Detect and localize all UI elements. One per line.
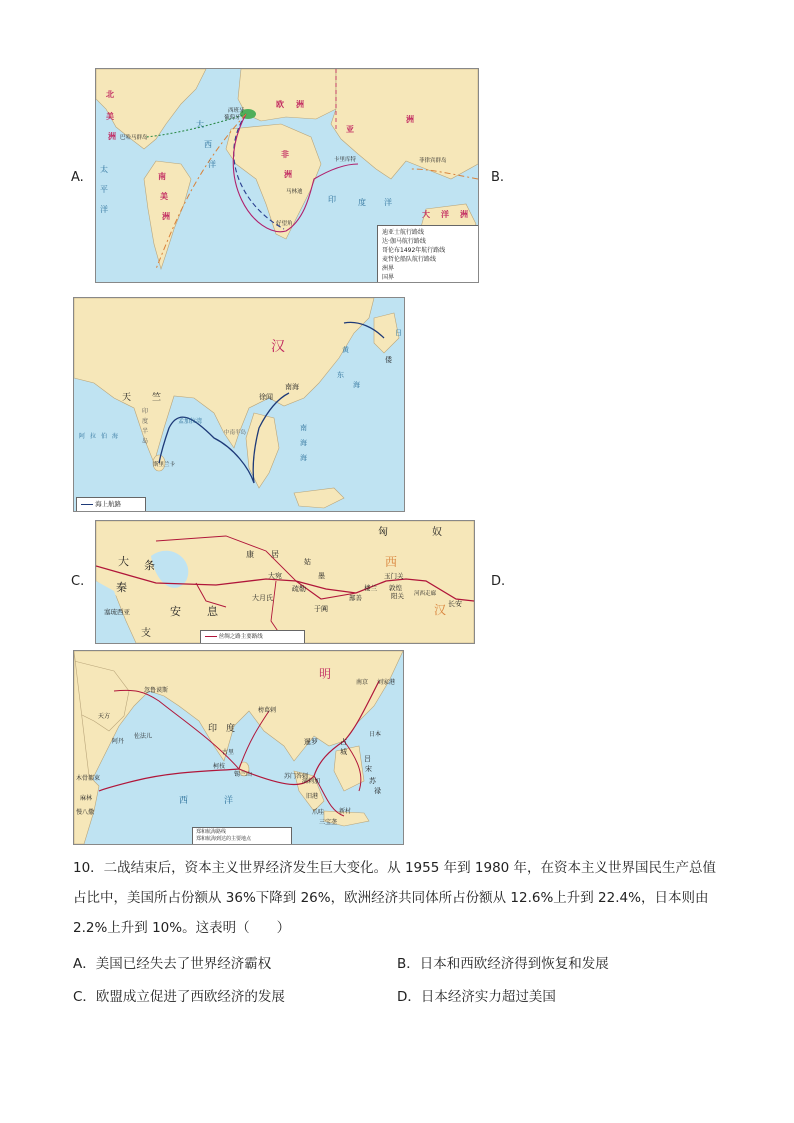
map-d-label: 暹罗	[304, 738, 318, 746]
map-a-label: 西	[204, 140, 212, 149]
map-c-label: 秦	[116, 581, 127, 594]
option-b-label: B.	[491, 170, 505, 185]
map-d-label: 爪哇	[312, 809, 325, 816]
map-b-label: 南	[300, 424, 307, 432]
map-d-label: 西	[179, 796, 189, 806]
map-c-label: 阳关	[391, 592, 404, 600]
map-d-label: 度	[226, 724, 236, 734]
map-c-label: 敦煌	[389, 584, 402, 592]
map-b-label: 阿	[79, 433, 86, 440]
map-d-label: 忽鲁谟斯	[144, 687, 169, 694]
option-a-label: A.	[71, 170, 84, 185]
map-d-svg	[74, 651, 403, 844]
legend-item: 丝绸之路主要路线	[218, 634, 263, 640]
map-a-label: 洋	[441, 210, 449, 219]
map-c-label: 疏勒	[292, 585, 306, 593]
map-new-sea-routes	[95, 68, 479, 283]
map-d-label: 三宝垄	[319, 819, 338, 826]
map-c-label: 奴	[432, 527, 442, 538]
map-d-label: 苏	[369, 777, 376, 785]
map-c-label: 汉	[434, 603, 447, 617]
map-c-svg	[96, 521, 474, 643]
map-a-label: 洲	[162, 212, 170, 221]
map-d-label: 满剌加	[302, 778, 321, 785]
map-a-label: 美	[160, 192, 168, 201]
map-a-label: 马林迪	[286, 189, 303, 195]
answer-option-c[interactable]: C．欧盟成立促进了西欧经济的发展	[73, 989, 285, 1005]
map-c-label: 楼兰	[364, 584, 377, 592]
map-d-label: 佐法儿	[134, 733, 153, 740]
map-a-label: 平	[100, 185, 108, 194]
map-d-label: 明	[319, 667, 332, 681]
map-c-label: 息	[207, 605, 218, 618]
map-d-label: 城	[340, 748, 347, 756]
map-b-label: 海	[353, 381, 360, 389]
map-d-label: 宋	[365, 765, 372, 773]
map-b-label: 倭	[385, 356, 392, 364]
map-c-label: 居	[271, 550, 279, 559]
map-b-label: 中南半岛	[224, 430, 247, 436]
map-b-label: 岛	[142, 438, 149, 445]
map-c-label: 塞琉西亚	[104, 608, 130, 616]
map-d-label: 占	[340, 738, 347, 746]
legend-item: 海上航路	[95, 500, 122, 508]
answer-option-a[interactable]: A．美国已经失去了世界经济霸权	[73, 956, 272, 972]
map-d-label: 榜葛剌	[258, 707, 277, 714]
map-a-label: 美	[106, 112, 114, 121]
legend-item: 郑和航海路线	[196, 829, 227, 835]
map-c-label: 于阗	[314, 605, 328, 613]
legend-line	[205, 636, 217, 637]
question-line: 10．二战结束后，资本主义世界经济发生巨大变化。从 1955 年到 1980 年，在资本主义世界国民生产总值	[73, 860, 717, 876]
map-a-label: 非	[281, 150, 289, 159]
map-d-label: 吕	[364, 755, 371, 763]
legend-item: 哥伦布1492年航行路线	[382, 247, 446, 254]
map-b-label: 度	[142, 418, 149, 425]
map-c-label: 玉门关	[384, 572, 404, 580]
map-d-label: 天方	[98, 713, 111, 720]
map-a-label: 洲	[296, 100, 304, 109]
legend-item: 郑和航海到达的主要地点	[196, 836, 252, 842]
map-c-label: 河西走廊	[414, 591, 437, 597]
map-b-svg	[74, 298, 404, 511]
map-a-label: 巴哈马群岛	[120, 135, 148, 141]
map-d-label: 苏门答剌	[284, 773, 309, 780]
map-a-label: 大	[196, 120, 204, 129]
map-b-label: 天	[122, 393, 132, 403]
map-c-label: 康	[246, 550, 254, 559]
map-c-label: 支	[141, 628, 151, 639]
map-d-label: 锡兰山	[234, 771, 253, 778]
map-a-label: 菲律宾群岛	[419, 158, 447, 164]
map-d-label: 南京	[356, 679, 369, 686]
map-d-legend	[192, 827, 292, 845]
legend-item: 迪亚士航行路线	[382, 229, 425, 236]
map-b-label: 徐闻	[259, 393, 273, 401]
map-zheng-he-voyages	[73, 650, 404, 845]
map-c-label: 安	[170, 605, 181, 618]
map-c-label: 墨	[318, 572, 325, 580]
map-d-label: 麻林	[80, 795, 93, 802]
map-b-label: 海	[300, 454, 307, 462]
map-d-label: 阿丹	[112, 738, 125, 745]
map-a-label: 洋	[100, 205, 108, 214]
map-a-label: 葡萄牙	[224, 115, 241, 121]
map-c-label: 西	[385, 555, 398, 569]
question-line: 2.2%上升到 10%。这表明（ ）	[73, 920, 291, 936]
map-a-label: 大	[422, 210, 430, 219]
map-a-label: 洲	[108, 132, 116, 141]
map-b-label: 斯里兰卡	[153, 462, 176, 468]
map-b-label: 拉	[90, 433, 97, 440]
map-silk-road	[95, 520, 475, 644]
map-c-label: 匈	[378, 527, 388, 538]
answer-option-b[interactable]: B．日本和西欧经济得到恢复和发展	[397, 956, 609, 972]
option-c-label: C.	[71, 574, 85, 589]
map-b-label: 汉	[271, 339, 285, 355]
map-han-sea-route	[73, 297, 405, 512]
map-c-label: 大宛	[268, 572, 282, 580]
map-c-label: 条	[144, 559, 155, 572]
map-b-label: 黄	[342, 346, 349, 354]
map-d-label: 慢八撒	[76, 809, 95, 816]
map-a-label: 太	[100, 165, 108, 174]
map-a-label: 洲	[460, 210, 468, 219]
legend-item: 达·伽马航行路线	[382, 238, 426, 245]
map-a-label: 洲	[284, 170, 292, 179]
map-b-label: 印	[142, 408, 149, 415]
map-a-label: 卡里库特	[334, 157, 357, 163]
map-d-label: 旧港	[306, 793, 319, 800]
map-b-label: 海	[112, 433, 119, 440]
map-b-label: 南海	[285, 383, 299, 391]
map-b-label: 东	[337, 371, 344, 379]
map-a-legend	[377, 225, 479, 283]
map-c-label: 长安	[448, 600, 462, 608]
map-d-label: 日本	[369, 731, 382, 738]
map-a-label: 洋	[208, 160, 216, 169]
map-d-label: 刘家港	[377, 679, 396, 686]
map-a-label: 好望角	[276, 221, 293, 227]
map-a-label: 北	[106, 90, 114, 99]
map-c-label: 姑	[304, 558, 311, 566]
map-d-label: 新村	[339, 808, 352, 815]
map-b-label: 竺	[152, 393, 162, 403]
map-d-label: 禄	[374, 787, 381, 795]
legend-item: 麦哲伦船队航行路线	[382, 256, 437, 263]
map-d-label: 木骨都束	[76, 775, 101, 782]
map-c-label: 大	[118, 555, 129, 568]
map-d-label: 印	[208, 724, 218, 734]
map-a-label: 洲	[406, 115, 414, 124]
legend-item: 洲界	[382, 265, 395, 272]
map-a-label: 欧	[276, 100, 284, 109]
map-a-label: 南	[158, 172, 166, 181]
map-c-label: 大月氏	[252, 594, 273, 602]
map-b-label: 孟加拉湾	[178, 418, 203, 425]
map-b-label: 海	[300, 439, 307, 447]
legend-line	[81, 504, 93, 505]
map-b-label: 伯	[101, 433, 108, 440]
question-line: 占比中，美国所占份额从 36%下降到 26%，欧洲经济共同体所占份额从 12.6%上升到 22.4%，日本则由	[73, 890, 709, 906]
legend-item: 国界	[382, 274, 395, 281]
map-d-label: 洋	[224, 796, 234, 806]
map-a-label: 印	[328, 195, 336, 204]
option-d-label: D.	[491, 574, 506, 589]
map-b-label: 半	[142, 428, 149, 435]
map-c-legend	[200, 630, 305, 644]
answer-option-d[interactable]: D．日本经济实力超过美国	[397, 989, 556, 1005]
map-d-label: 柯枝	[213, 763, 226, 770]
map-b-legend	[76, 497, 146, 512]
map-d-label: 古里	[222, 749, 235, 756]
map-a-label: 亚	[346, 125, 354, 134]
map-b-label: 日	[395, 329, 402, 337]
map-a-label: 洋	[384, 198, 392, 207]
map-c-label: 鄯善	[349, 594, 362, 602]
map-a-label: 西班牙	[228, 108, 245, 114]
map-a-label: 度	[358, 198, 366, 207]
